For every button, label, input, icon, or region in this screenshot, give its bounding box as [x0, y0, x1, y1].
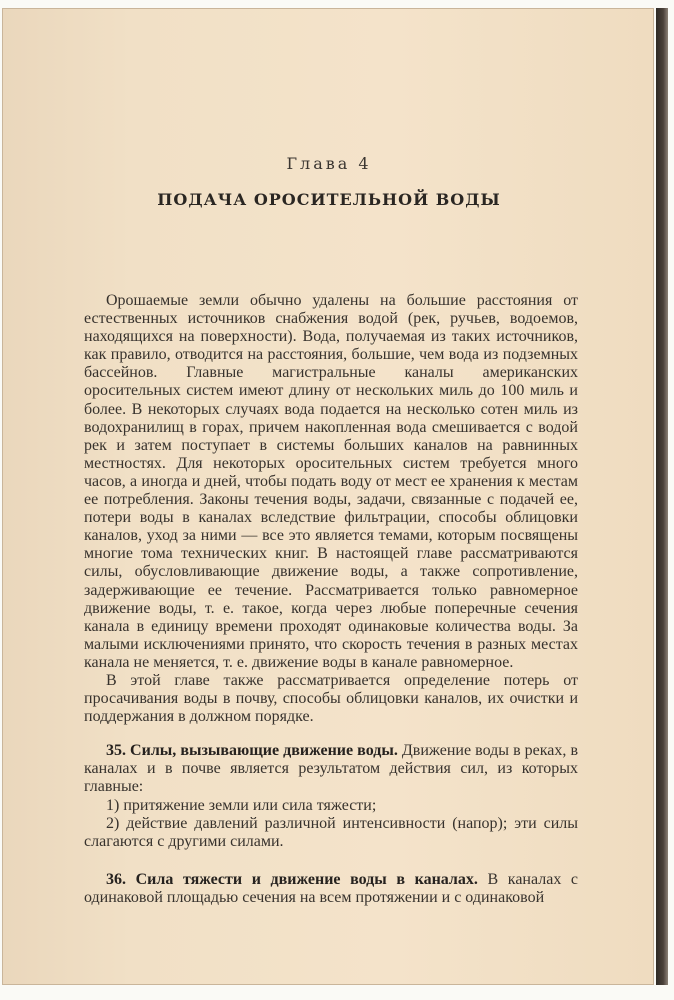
section-36-heading: 36. Сила тяжести и движение воды в каналах.	[106, 870, 478, 888]
page-body	[84, 292, 578, 907]
book-page	[2, 8, 654, 985]
section-36	[84, 871, 578, 907]
list-item-2: 2) действие давлений различной интенсивности (напор); эти силы слагаются с другими силами.	[84, 814, 578, 850]
chapter-number: Глава 4	[286, 154, 372, 173]
list-item-1: 1) притяжение земли или сила тяжести;	[106, 796, 377, 814]
book-spine-edge	[656, 8, 668, 985]
section-35	[84, 742, 578, 796]
intro-paragraph-1: Орошаемые земли обычно удалены на большие расстояния от естественных источников снабжения водой (рек, ручьев, водоемов, находящихся на поверхности). Вода, получаемая из таких источников, как правило, отводится на расстояния, большие, чем вода из подземных бассейнов. Главные магистральные каналы американских оросительных систем имеют длину от нескольких миль до 100 миль и более. В некоторых случаях вода подается на несколько сотен миль из водохранилищ в горах, причем накопленная вода смешивается с водой рек и затем поступает в системы больших каналов на равнинных местностях. Для некоторых оросительных систем требуется много часов, а иногда и дней, чтобы подать воду от мест ее хранения к местам ее потребления. Законы течения воды, задачи, связанные с подачей ее, потери воды в каналах вследствие фильтрации, способы облицовки каналов, уход за ними — все это является темами, которым посвящены многие тома технических книг. В настоящей главе рассматриваются силы, обусловливающие движение воды, а также сопротивление, задерживающие ее течение. Рассматривается только равномерное движение воды, т. е. такое, когда через любые поперечные сечения канала в единицу времени проходят одинаковые количества воды. За малыми исключениями принято, что скорость течения в разных местах канала не меняется, т. е. движение воды в канале равномерное.	[84, 292, 578, 671]
chapter-title: ПОДАЧА ОРОСИТЕЛЬНОЙ ВОДЫ	[157, 190, 501, 209]
section-35-heading: 35. Силы, вызывающие движение воды.	[106, 742, 398, 760]
intro-paragraph-2: В этой главе также рассматривается определение потерь от просачивания воды в почву, способы облицовки каналов, их очистки и поддержания в должном порядке.	[84, 671, 578, 726]
section-36-text: В каналах с одинаковой площадью сечения на всем протяжении и с одинаковой	[84, 870, 579, 906]
section-35-text: Движение воды в реках, в каналах и в почве является результатом действия сил, из которых главные:	[84, 742, 579, 796]
